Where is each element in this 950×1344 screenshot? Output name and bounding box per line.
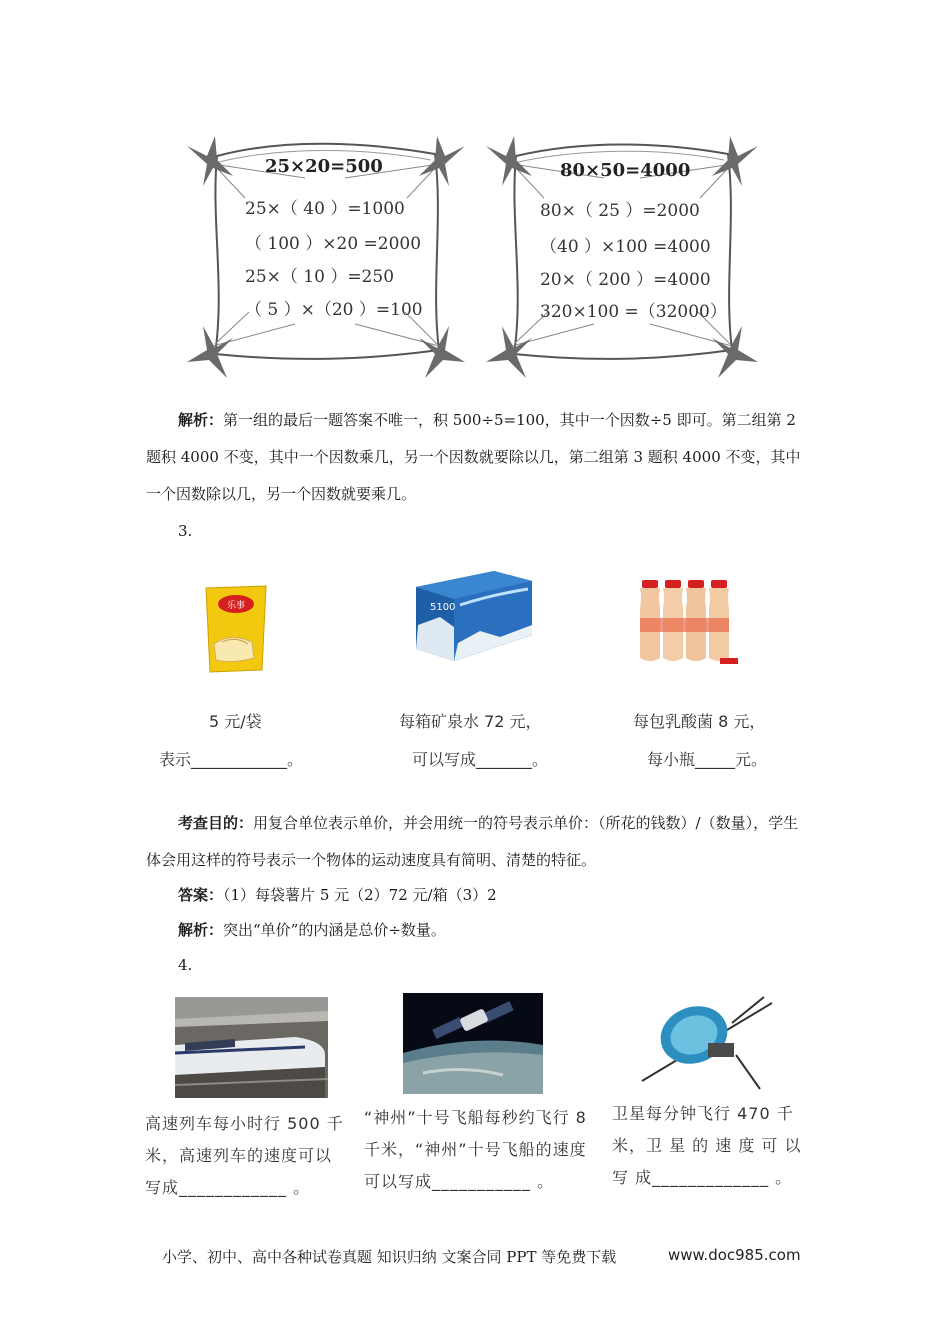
frame-title: 25×20=500 — [265, 156, 383, 177]
analysis-label: 解析： — [178, 411, 224, 429]
q4-caption-satellite: 卫星每分钟飞行 470 千米，卫 星 的 速 度 可 以 写 成_____________ 。 — [612, 1104, 802, 1187]
frame-equation: 320×100 =（32000） — [540, 302, 727, 322]
q3-analysis — [178, 912, 446, 949]
frame-equation: （ 5 ）×（20 ）=100 — [245, 300, 423, 320]
analysis-text: 第一组的最后一题答案不唯一，积 500÷5=100，其中一个因数÷5 即可。第二组第 2 题积 4000 不变，其中一个因数乘几，另一个因数就要除以几，第二组第 3 题积 4000 不变，其中一个因数除以几，另一个因数就要乘几。 — [146, 411, 801, 503]
question-number-4: 4. — [178, 956, 193, 974]
footer-url-link[interactable]: www.doc985.com — [668, 1246, 801, 1264]
train-icon — [175, 997, 328, 1098]
purpose-label: 考查目的： — [178, 814, 254, 832]
frame-equation: （ 100 ）×20 =2000 — [245, 234, 422, 254]
q3-caption-2-line1: 每箱矿泉水 72 元， — [399, 712, 542, 731]
analysis-paragraph-q2 — [146, 402, 810, 513]
chips-icon — [200, 582, 272, 674]
purpose-text: 用复合单位表示单价，并会用统一的符号表示单价：（所花的钱数）/（数量），学生体会用这样的符号表示一个物体的运动速度具有简明、清楚的特征。 — [146, 814, 799, 869]
frame-equation: 25×（ 40 ）=1000 — [245, 199, 405, 219]
equation-frame-2 — [484, 128, 760, 383]
q3-caption-1-line2: 表示____________。 — [159, 750, 304, 769]
q3-caption-3-line1: 每包乳酸菌 8 元， — [633, 712, 766, 731]
water-box-icon — [410, 565, 536, 665]
q3-caption-2-line2: 可以写成_______。 — [412, 750, 549, 769]
frame-equation: 80×（ 25 ）=2000 — [540, 201, 700, 221]
frame-equation: （40 ）×100 =4000 — [540, 237, 711, 257]
q3-caption-3-line2: 每小瓶_____元。 — [647, 750, 768, 769]
frame-equation: 25×（ 10 ）=250 — [245, 267, 395, 287]
high-speed-train-image — [175, 997, 328, 1098]
equation-frame-1 — [185, 128, 467, 383]
frame-equation: 20×（ 200 ）=4000 — [540, 270, 711, 290]
svg-text:5100: 5100 — [430, 602, 456, 613]
chips-bag-image — [200, 582, 272, 674]
chips-brand-text: 乐事 — [226, 601, 246, 611]
spacecraft-icon — [403, 993, 543, 1094]
yogurt-bottles-image — [636, 574, 740, 670]
spacecraft-image — [403, 993, 543, 1094]
yogurt-bottles-icon — [636, 574, 740, 670]
answer-text: （1）每袋薯片 5 元（2）72 元/箱（3）2 — [223, 886, 497, 904]
answer-label: 答案： — [178, 886, 224, 904]
question-number-3: 3. — [178, 522, 193, 540]
satellite-icon — [632, 993, 777, 1094]
frame-title: 80×50=4000 — [560, 160, 691, 181]
q3-answer — [178, 877, 497, 914]
q4-caption-train: 高速列车每小时行 500 千米，高速列车的速度可以写成____________ 。 — [145, 1114, 344, 1197]
water-box-image — [410, 565, 536, 665]
q4-caption-spacecraft: “神州”十号飞船每秒约飞行 8 千米，“神州”十号飞船的速度可以写成___________ 。 — [364, 1108, 587, 1191]
footer-text: 小学、初中、高中各种试卷真题 知识归纳 文案合同 PPT 等免费下载 — [162, 1248, 617, 1266]
analysis-text: 突出“单价”的内涵是总价÷数量。 — [223, 921, 446, 939]
q3-caption-1-line1: 5 元/袋 — [209, 712, 262, 731]
analysis-label: 解析： — [178, 921, 224, 939]
satellite-image — [632, 993, 777, 1094]
q3-purpose — [146, 805, 810, 879]
